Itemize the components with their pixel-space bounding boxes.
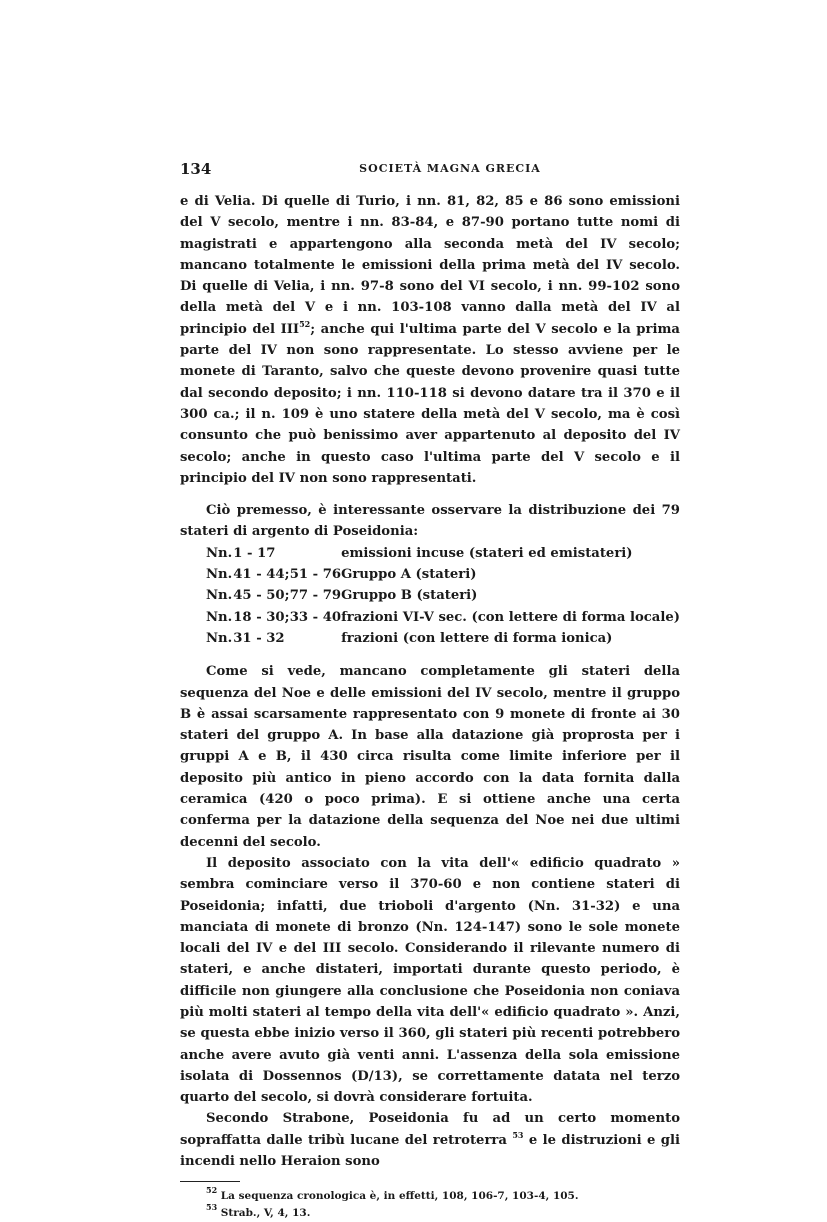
- paragraph-5-text-a: Secondo Strabone, Poseidonia fu ad un certo momento sopraffatta dalle tribù lucane del retroterra: [180, 1111, 680, 1148]
- footnote-ref-52: 52: [299, 318, 311, 329]
- distribution-prefix: Nn.: [206, 609, 233, 625]
- footnote-text: La sequenza cronologica è, in effetti, 108, 106-7, 103-4, 105.: [220, 1190, 579, 1203]
- distribution-range1: 1 - 17: [233, 545, 276, 561]
- page-header: [180, 160, 680, 182]
- distribution-range1: 31 - 32: [233, 630, 285, 646]
- paragraph-1: [180, 191, 680, 489]
- distribution-range2: 33 - 40: [289, 609, 342, 625]
- distribution-range2: 77 - 79: [289, 588, 342, 604]
- distribution-range1: 45 - 50;: [233, 588, 290, 604]
- running-head: SOCIETÀ MAGNA GRECIA: [359, 162, 541, 175]
- footnote-ref-53: 53: [512, 1129, 524, 1140]
- distribution-desc: Gruppo B (stateri): [341, 588, 478, 604]
- distribution-prefix: Nn.: [206, 545, 233, 561]
- paragraph-5-text-b: e le distruzioni e gli incendi nello Heraion sono: [180, 1132, 681, 1170]
- footnote-rule: [180, 1181, 240, 1182]
- distribution-range2: [290, 628, 341, 649]
- footnote-53: [180, 1202, 680, 1222]
- distribution-table: [206, 543, 680, 649]
- footnote-text: Strab., V, 4, 13.: [220, 1207, 311, 1220]
- distribution-range1: 41 - 44;: [233, 567, 290, 583]
- paragraph-4: Il deposito associato con la vita dell'« edificio quadrato » sembra cominciare verso il 370-60 e non contiene stateri di Poseidonia; infatti, due trioboli d'argento (Nn. 31-32) e una manciata di monete di bronzo (Nn. 124-147) sono le sole monete locali del IV e del III secolo. Considerando il rilevante numero di stateri, e anche distateri, importati durante questo periodo, è difficile non giungere alla conclusione che Poseidonia non coniava più molti stateri al tempo della vita dell'« edificio quadrato ». Anzi, se questa ebbe inizio verso il 360, gli stateri più recenti potrebbero anche avere avuto già venti anni. L'assenza della sola emissione isolata di Dossennos (D/13), se correttamente datata nel terzo quarto del secolo, si dovrà considerare fortuita.: [180, 855, 680, 1106]
- paragraph-1-text-b: ; anche qui l'ultima parte del V secolo e la prima parte del IV non sono rappresentate. Lo stesso avviene per le monete di Taranto, salvo che queste devono provenire quasi tutte dal secondo deposito; i nn. 110-118 si devono datare tra il 370 e il 300 ca.; il n. 109 è uno statere della metà del V secolo, ma è così consunto che può benissimo aver appartenuto al deposito del IV secolo; anche in questo caso l'ultima parte del V secolo e il principio del IV non sono rappresentati.: [180, 321, 680, 486]
- body-text: [180, 191, 680, 1222]
- distribution-desc: frazioni (con lettere di forma ionica): [341, 630, 613, 646]
- paragraph-3: Come si vede, mancano completamente gli stateri della sequenza del Noe e delle emissioni del IV secolo, mentre il gruppo B è assai scarsamente rappresentato con 9 monete di fronte ai 30 stateri del gruppo A. In base alla datazione già proprosta per i gruppi A e B, il 430 circa risulta come limite inferiore per il deposito più antico in pieno accordo con la data fornita dalla ceramica (420 o poco prima). E si ottiene anche una certa conferma per la datazione della sequenza del Noe nei due ultimi decenni del secolo.: [180, 664, 680, 850]
- distribution-prefix: Nn.: [206, 588, 233, 604]
- distribution-prefix: Nn.: [206, 630, 233, 646]
- distribution-row: [206, 564, 680, 585]
- distribution-prefix: Nn.: [206, 567, 233, 583]
- distribution-row: [206, 628, 680, 649]
- distribution-row: [206, 585, 680, 606]
- paragraph-5: [180, 1108, 680, 1172]
- paragraph-1-text-a: e di Velia. Di quelle di Turio, i nn. 81, 82, 85 e 86 sono emissioni del V secolo, mentre i nn. 83-84, e 87-90 portano tutte nomi di magistrati e appartengono alla seconda metà del IV secolo; mancano totalmente le emissioni della prima metà del IV secolo. Di quelle di Velia, i nn. 97-8 sono del VI secolo, i nn. 99-102 sono della metà del V e i nn. 103-108 vanno dalla metà del IV al principio del III: [180, 194, 680, 337]
- footnotes: [180, 1185, 680, 1222]
- footnote-number: 52: [206, 1185, 218, 1196]
- distribution-desc: emissioni incuse (stateri ed emistateri): [341, 545, 633, 561]
- distribution-range1: 18 - 30;: [233, 609, 290, 625]
- footnote-number: 53: [206, 1202, 218, 1213]
- distribution-row: [206, 607, 680, 628]
- distribution-desc: frazioni VI-V sec. (con lettere di forma locale): [341, 609, 680, 625]
- page-number: 134: [180, 160, 212, 178]
- paragraph-2: Ciò premesso, è interessante osservare la distribuzione dei 79 stateri di argento di Poseidonia:: [180, 503, 680, 540]
- footnote-52: [180, 1185, 680, 1205]
- distribution-range2: [290, 543, 341, 564]
- distribution-range2: 51 - 76: [289, 567, 342, 583]
- distribution-row: [206, 543, 680, 564]
- distribution-desc: Gruppo A (stateri): [341, 567, 477, 583]
